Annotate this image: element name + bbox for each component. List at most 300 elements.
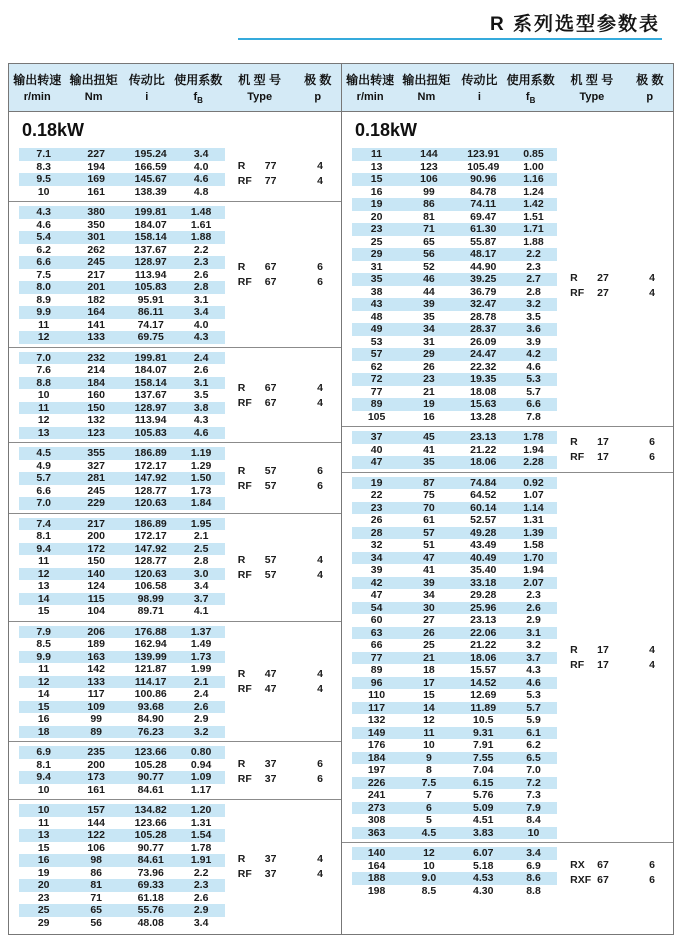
type-line bbox=[225, 158, 341, 173]
output-torque-value: 200 bbox=[87, 758, 105, 771]
output-speed-value: 77 bbox=[370, 385, 383, 398]
table-row bbox=[19, 638, 225, 651]
output-speed-value: 13 bbox=[37, 580, 50, 593]
output-torque-value: 86 bbox=[90, 866, 103, 879]
table-row bbox=[352, 652, 557, 665]
type-size: 17 bbox=[597, 659, 609, 672]
service-factor-value: 7.2 bbox=[526, 776, 541, 789]
pole-count: 4 bbox=[317, 396, 323, 409]
page-title: R 系列选型参数表 bbox=[489, 14, 660, 35]
output-torque-value: 245 bbox=[87, 256, 105, 269]
output-speed-value: 63 bbox=[370, 626, 383, 639]
service-factor-value: 1.19 bbox=[190, 447, 212, 460]
service-factor-value: 2.6 bbox=[193, 364, 209, 377]
type-model: RF bbox=[237, 276, 252, 289]
ratio-value: 113.94 bbox=[134, 414, 167, 427]
ratio-value: 15.57 bbox=[470, 664, 497, 677]
output-torque-value: 35 bbox=[423, 456, 435, 469]
column-header-label: 使用系数 bbox=[506, 73, 555, 87]
output-speed-value: 35 bbox=[370, 273, 383, 286]
output-torque-value: 9 bbox=[425, 751, 432, 764]
type-group bbox=[342, 144, 673, 426]
type-line bbox=[225, 553, 341, 568]
service-factor-value: 2.7 bbox=[526, 273, 541, 286]
ratio-value: 128.77 bbox=[134, 555, 167, 568]
service-factor-value: 2.8 bbox=[193, 281, 209, 294]
output-speed-value: 15 bbox=[37, 605, 50, 618]
pole-count: 6 bbox=[649, 451, 655, 464]
service-factor-value: 4.3 bbox=[526, 664, 541, 677]
output-torque-value: 12 bbox=[423, 714, 435, 727]
table-row bbox=[352, 714, 557, 727]
output-torque-value: 350 bbox=[87, 218, 105, 231]
ratio-value: 105.83 bbox=[134, 281, 167, 294]
column-header-unit: i bbox=[145, 91, 149, 103]
table-row bbox=[19, 879, 225, 892]
service-factor-value: 1.17 bbox=[190, 783, 212, 796]
output-speed-value: 16 bbox=[370, 185, 383, 198]
pole-count: 6 bbox=[317, 261, 323, 274]
type-group bbox=[9, 621, 341, 742]
ratio-value: 43.49 bbox=[470, 539, 497, 552]
output-speed-value: 54 bbox=[370, 601, 383, 614]
ratio-value: 123.66 bbox=[134, 746, 167, 759]
output-speed-value: 14 bbox=[37, 592, 50, 605]
output-torque-value: 245 bbox=[87, 484, 105, 497]
output-torque-value: 106 bbox=[87, 841, 105, 854]
column-header bbox=[455, 71, 505, 105]
service-factor-value: 2.1 bbox=[193, 530, 209, 543]
column-header-unit: p bbox=[646, 91, 654, 103]
output-speed-value: 47 bbox=[370, 589, 383, 602]
output-speed-value: 188 bbox=[367, 872, 386, 885]
type-model: R bbox=[237, 381, 246, 394]
output-torque-value: 44 bbox=[423, 285, 435, 298]
column-header-unit: r/min bbox=[23, 91, 51, 103]
ratio-value: 90.96 bbox=[470, 173, 497, 186]
output-speed-value: 31 bbox=[370, 260, 383, 273]
type-model: R bbox=[237, 159, 246, 172]
table-row bbox=[352, 727, 557, 740]
service-factor-value: 1.50 bbox=[190, 472, 212, 485]
type-size: 57 bbox=[264, 554, 277, 567]
table-row bbox=[352, 872, 557, 885]
output-torque-value: 184 bbox=[87, 376, 105, 389]
ratio-value: 35.40 bbox=[470, 564, 497, 577]
output-speed-value: 6.9 bbox=[36, 746, 51, 759]
output-speed-value: 197 bbox=[367, 764, 386, 777]
column-header bbox=[122, 71, 172, 105]
pole-count: 6 bbox=[649, 436, 655, 449]
table-row bbox=[352, 261, 557, 274]
ratio-value: 64.52 bbox=[470, 489, 497, 502]
service-factor-value: 1.31 bbox=[523, 514, 544, 527]
table-row bbox=[19, 555, 225, 568]
table-row bbox=[352, 627, 557, 640]
service-factor-value: 3.4 bbox=[526, 847, 541, 860]
table-row bbox=[352, 398, 557, 411]
column-header bbox=[295, 71, 341, 105]
output-torque-value: 21 bbox=[423, 385, 435, 398]
service-factor-value: 1.20 bbox=[190, 804, 212, 817]
type-group bbox=[9, 347, 341, 443]
ratio-value: 84.90 bbox=[137, 713, 164, 726]
output-speed-value: 11 bbox=[38, 663, 50, 676]
ratio-value: 18.08 bbox=[470, 385, 497, 398]
type-block bbox=[225, 553, 341, 583]
service-factor-value: 1.84 bbox=[190, 497, 212, 510]
output-speed-value: 49 bbox=[370, 323, 383, 336]
type-model: RF bbox=[570, 287, 585, 300]
service-factor-value: 2.4 bbox=[193, 688, 209, 701]
table-row bbox=[19, 331, 225, 344]
ratio-value: 25.96 bbox=[470, 601, 497, 614]
output-torque-value: 142 bbox=[87, 663, 105, 676]
service-factor-value: 1.91 bbox=[190, 854, 212, 867]
output-speed-value: 14 bbox=[37, 688, 50, 701]
output-speed-value: 40 bbox=[370, 443, 383, 456]
service-factor-value: 4.6 bbox=[193, 173, 209, 186]
type-size: 37 bbox=[264, 853, 277, 866]
column-header-row bbox=[342, 64, 673, 112]
table-row bbox=[19, 817, 225, 830]
type-model: RF bbox=[237, 683, 252, 696]
ratio-value: 120.63 bbox=[134, 497, 167, 510]
type-model: R bbox=[237, 853, 246, 866]
column-header-unit: $f_B$ bbox=[193, 91, 203, 106]
output-speed-value: 7.4 bbox=[36, 517, 51, 530]
type-block bbox=[225, 463, 341, 493]
table-row bbox=[19, 414, 225, 427]
table-row bbox=[352, 860, 557, 873]
ratio-value: 69.33 bbox=[137, 879, 164, 892]
output-torque-value: 117 bbox=[87, 688, 105, 701]
ratio-value: 138.39 bbox=[134, 185, 167, 198]
output-torque-value: 235 bbox=[87, 746, 105, 759]
output-torque-value: 206 bbox=[87, 625, 105, 638]
output-speed-value: 9.4 bbox=[36, 771, 51, 784]
ratio-value: 172.17 bbox=[134, 459, 167, 472]
ratio-value: 100.86 bbox=[134, 688, 167, 701]
output-speed-value: 20 bbox=[370, 210, 383, 223]
output-speed-value: 23 bbox=[37, 891, 50, 904]
table-row bbox=[19, 472, 225, 485]
type-size: 67 bbox=[264, 381, 277, 394]
output-speed-value: 11 bbox=[38, 555, 50, 568]
ratio-value: 137.67 bbox=[134, 243, 167, 256]
type-line bbox=[225, 275, 341, 290]
output-speed-value: 8.5 bbox=[36, 638, 51, 651]
ratio-value: 158.14 bbox=[134, 376, 167, 389]
title-accent-line bbox=[238, 38, 662, 40]
ratio-value: 32.47 bbox=[470, 298, 497, 311]
table-row bbox=[352, 186, 557, 199]
ratio-value: 15.63 bbox=[470, 398, 497, 411]
output-torque-value: 227 bbox=[87, 148, 105, 161]
output-speed-value: 5.4 bbox=[36, 231, 51, 244]
service-factor-value: 2.07 bbox=[523, 576, 544, 589]
output-torque-value: 189 bbox=[87, 638, 105, 651]
output-torque-value: 380 bbox=[87, 206, 105, 219]
table-row bbox=[352, 489, 557, 502]
column-header-row bbox=[9, 64, 341, 112]
type-block bbox=[557, 643, 673, 673]
table-row bbox=[352, 161, 557, 174]
ratio-value: 7.04 bbox=[473, 764, 494, 777]
output-speed-value: 7.1 bbox=[36, 148, 51, 161]
panel-body bbox=[342, 112, 673, 934]
service-factor-value: 7.3 bbox=[526, 789, 541, 802]
column-header-unit: r/min bbox=[356, 91, 384, 103]
table-row bbox=[352, 689, 557, 702]
ratio-value: 61.30 bbox=[470, 223, 497, 236]
ratio-value: 6.15 bbox=[473, 776, 494, 789]
service-factor-value: 3.2 bbox=[526, 639, 541, 652]
output-torque-value: 7.5 bbox=[421, 776, 437, 789]
output-speed-value: 12 bbox=[37, 675, 50, 688]
pole-count: 6 bbox=[649, 873, 655, 886]
service-factor-value: 3.5 bbox=[526, 310, 541, 323]
type-model: RF bbox=[570, 451, 585, 464]
output-speed-value: 13 bbox=[37, 829, 50, 842]
column-header-label: 使用系数 bbox=[174, 73, 223, 87]
service-factor-value: 1.49 bbox=[190, 638, 212, 651]
output-torque-value: 75 bbox=[423, 489, 435, 502]
ratio-value: 123.66 bbox=[134, 816, 167, 829]
type-group bbox=[9, 513, 341, 621]
output-torque-value: 109 bbox=[87, 700, 105, 713]
service-factor-value: 2.3 bbox=[193, 879, 209, 892]
output-speed-value: 25 bbox=[37, 904, 50, 917]
service-factor-value: 3.2 bbox=[193, 725, 209, 738]
column-header-unit: i bbox=[477, 91, 481, 103]
output-torque-value: 150 bbox=[87, 401, 105, 414]
ratio-value: 55.76 bbox=[137, 904, 164, 917]
output-torque-value: 141 bbox=[87, 318, 105, 331]
ratio-value: 19.35 bbox=[470, 373, 497, 386]
output-speed-value: 132 bbox=[367, 714, 386, 727]
output-torque-value: 21 bbox=[423, 651, 435, 664]
ratio-value: 186.89 bbox=[134, 517, 167, 530]
ratio-value: 134.82 bbox=[134, 804, 167, 817]
output-speed-value: 117 bbox=[368, 701, 386, 714]
output-speed-value: 8.9 bbox=[36, 293, 51, 306]
type-model: RXF bbox=[570, 873, 592, 886]
data-rows bbox=[9, 746, 225, 796]
output-torque-value: 99 bbox=[90, 713, 103, 726]
table-row bbox=[19, 771, 225, 784]
type-line bbox=[225, 667, 341, 682]
table-row bbox=[19, 842, 225, 855]
power-rating: 0.18kW bbox=[355, 120, 418, 141]
pole-count: 6 bbox=[317, 757, 323, 770]
output-speed-value: 62 bbox=[370, 360, 383, 373]
type-group bbox=[9, 144, 341, 201]
ratio-value: 5.76 bbox=[473, 789, 494, 802]
service-factor-value: 3.7 bbox=[526, 651, 541, 664]
type-size: 57 bbox=[264, 479, 277, 492]
output-speed-value: 9.9 bbox=[36, 306, 51, 319]
output-speed-value: 29 bbox=[37, 916, 50, 929]
output-speed-value: 8.1 bbox=[36, 530, 51, 543]
service-factor-value: 1.51 bbox=[523, 210, 544, 223]
output-torque-value: 150 bbox=[87, 555, 105, 568]
service-factor-value: 7.0 bbox=[526, 764, 541, 777]
service-factor-value: 4.8 bbox=[193, 185, 209, 198]
pole-count: 4 bbox=[317, 174, 323, 187]
service-factor-value: 4.0 bbox=[193, 318, 209, 331]
service-factor-value: 4.3 bbox=[193, 414, 209, 427]
table-row bbox=[19, 231, 225, 244]
output-torque-value: 214 bbox=[87, 364, 105, 377]
column-header-unit: Nm bbox=[417, 91, 436, 103]
table-row bbox=[352, 444, 557, 457]
table-row bbox=[352, 702, 557, 715]
ratio-value: 11.89 bbox=[470, 701, 497, 714]
type-line bbox=[557, 872, 673, 887]
output-speed-value: 89 bbox=[370, 398, 383, 411]
ratio-value: 33.18 bbox=[470, 576, 497, 589]
output-speed-value: 16 bbox=[37, 854, 50, 867]
service-factor-value: 6.6 bbox=[526, 398, 541, 411]
service-factor-value: 8.8 bbox=[526, 884, 541, 897]
output-torque-value: 46 bbox=[423, 273, 435, 286]
type-group bbox=[9, 201, 341, 347]
output-torque-value: 124 bbox=[87, 580, 105, 593]
output-speed-value: 241 bbox=[367, 789, 386, 802]
output-speed-value: 53 bbox=[370, 335, 383, 348]
ratio-value: 49.28 bbox=[470, 526, 497, 539]
pole-count: 4 bbox=[317, 569, 323, 582]
column-header bbox=[172, 71, 225, 105]
type-model: RF bbox=[237, 396, 252, 409]
pole-count: 4 bbox=[649, 644, 655, 657]
column-header-unit: $f_B$ bbox=[525, 91, 536, 106]
service-factor-value: 1.70 bbox=[523, 551, 544, 564]
table-row bbox=[352, 198, 557, 211]
ratio-value: 195.24 bbox=[134, 148, 167, 161]
pole-count: 6 bbox=[317, 772, 323, 785]
service-factor-value: 2.6 bbox=[193, 268, 209, 281]
service-factor-value: 2.9 bbox=[193, 904, 209, 917]
output-speed-value: 89 bbox=[370, 664, 383, 677]
service-factor-value: 1.31 bbox=[190, 816, 212, 829]
type-block bbox=[225, 380, 341, 410]
type-block bbox=[557, 271, 673, 301]
output-torque-value: 15 bbox=[423, 689, 435, 702]
output-torque-value: 19 bbox=[423, 398, 435, 411]
service-factor-value: 0.80 bbox=[190, 746, 212, 759]
output-torque-value: 161 bbox=[87, 783, 105, 796]
table-row bbox=[352, 286, 557, 299]
type-line bbox=[225, 682, 341, 697]
output-speed-value: 4.6 bbox=[36, 218, 51, 231]
output-torque-value: 327 bbox=[87, 459, 105, 472]
output-speed-value: 8.3 bbox=[36, 160, 51, 173]
ratio-value: 74.84 bbox=[470, 476, 497, 489]
column-header-unit: Type bbox=[579, 91, 605, 103]
table-row bbox=[352, 456, 557, 469]
column-header-label: 输出扭矩 bbox=[69, 73, 118, 87]
table-row bbox=[352, 527, 557, 540]
ratio-value: 22.06 bbox=[470, 626, 497, 639]
ratio-value: 199.81 bbox=[134, 206, 167, 219]
output-torque-value: 123 bbox=[87, 426, 105, 439]
output-torque-value: 45 bbox=[423, 431, 435, 444]
output-speed-value: 4.3 bbox=[36, 206, 51, 219]
ratio-value: 7.55 bbox=[473, 751, 494, 764]
service-factor-value: 3.2 bbox=[526, 298, 541, 311]
type-model: RF bbox=[237, 479, 252, 492]
output-speed-value: 7.5 bbox=[36, 268, 51, 281]
type-size: 17 bbox=[597, 644, 609, 657]
service-factor-value: 7.8 bbox=[526, 410, 541, 423]
ratio-value: 21.22 bbox=[470, 443, 497, 456]
output-torque-value: 217 bbox=[87, 517, 105, 530]
service-factor-value: 1.95 bbox=[190, 517, 212, 530]
type-size: 27 bbox=[597, 287, 609, 300]
ratio-value: 114.17 bbox=[134, 675, 167, 688]
type-size: 17 bbox=[597, 451, 609, 464]
type-size: 57 bbox=[264, 569, 277, 582]
table-row bbox=[19, 784, 225, 797]
ratio-value: 184.07 bbox=[134, 364, 167, 377]
table-row bbox=[19, 518, 225, 531]
ratio-value: 13.28 bbox=[470, 410, 497, 423]
service-factor-value: 1.48 bbox=[190, 206, 212, 219]
output-speed-value: 66 bbox=[370, 639, 383, 652]
output-torque-value: 56 bbox=[90, 916, 103, 929]
type-model: RF bbox=[237, 868, 252, 881]
pole-count: 6 bbox=[317, 479, 323, 492]
type-size: 37 bbox=[264, 772, 277, 785]
output-speed-value: 13 bbox=[370, 160, 383, 173]
service-factor-value: 3.0 bbox=[193, 567, 209, 580]
pole-count: 4 bbox=[317, 683, 323, 696]
output-torque-value: 56 bbox=[423, 248, 435, 261]
ratio-value: 93.68 bbox=[137, 700, 164, 713]
ratio-value: 120.63 bbox=[134, 567, 167, 580]
output-speed-value: 38 bbox=[370, 285, 383, 298]
output-torque-value: 173 bbox=[87, 771, 105, 784]
service-factor-value: 2.6 bbox=[526, 601, 541, 614]
type-line bbox=[225, 380, 341, 395]
type-model: RF bbox=[570, 659, 585, 672]
table-row bbox=[19, 892, 225, 905]
output-torque-value: 39 bbox=[423, 576, 435, 589]
service-factor-value: 4.6 bbox=[526, 360, 541, 373]
table-row bbox=[19, 206, 225, 219]
type-model: RF bbox=[237, 569, 252, 582]
service-factor-value: 1.07 bbox=[523, 489, 544, 502]
output-speed-value: 28 bbox=[370, 526, 383, 539]
table-row bbox=[19, 497, 225, 510]
ratio-value: 40.49 bbox=[470, 551, 497, 564]
output-speed-value: 9.4 bbox=[36, 542, 51, 555]
output-speed-value: 16 bbox=[37, 713, 50, 726]
table-row bbox=[352, 885, 557, 898]
output-torque-value: 87 bbox=[423, 476, 435, 489]
ratio-value: 10.5 bbox=[473, 714, 494, 727]
output-speed-value: 57 bbox=[370, 348, 383, 361]
table-row bbox=[19, 651, 225, 664]
table-row bbox=[352, 361, 557, 374]
output-speed-value: 226 bbox=[367, 776, 386, 789]
ratio-value: 128.97 bbox=[134, 256, 167, 269]
service-factor-value: 2.8 bbox=[526, 285, 541, 298]
type-group bbox=[342, 472, 673, 843]
table-row bbox=[19, 161, 225, 174]
